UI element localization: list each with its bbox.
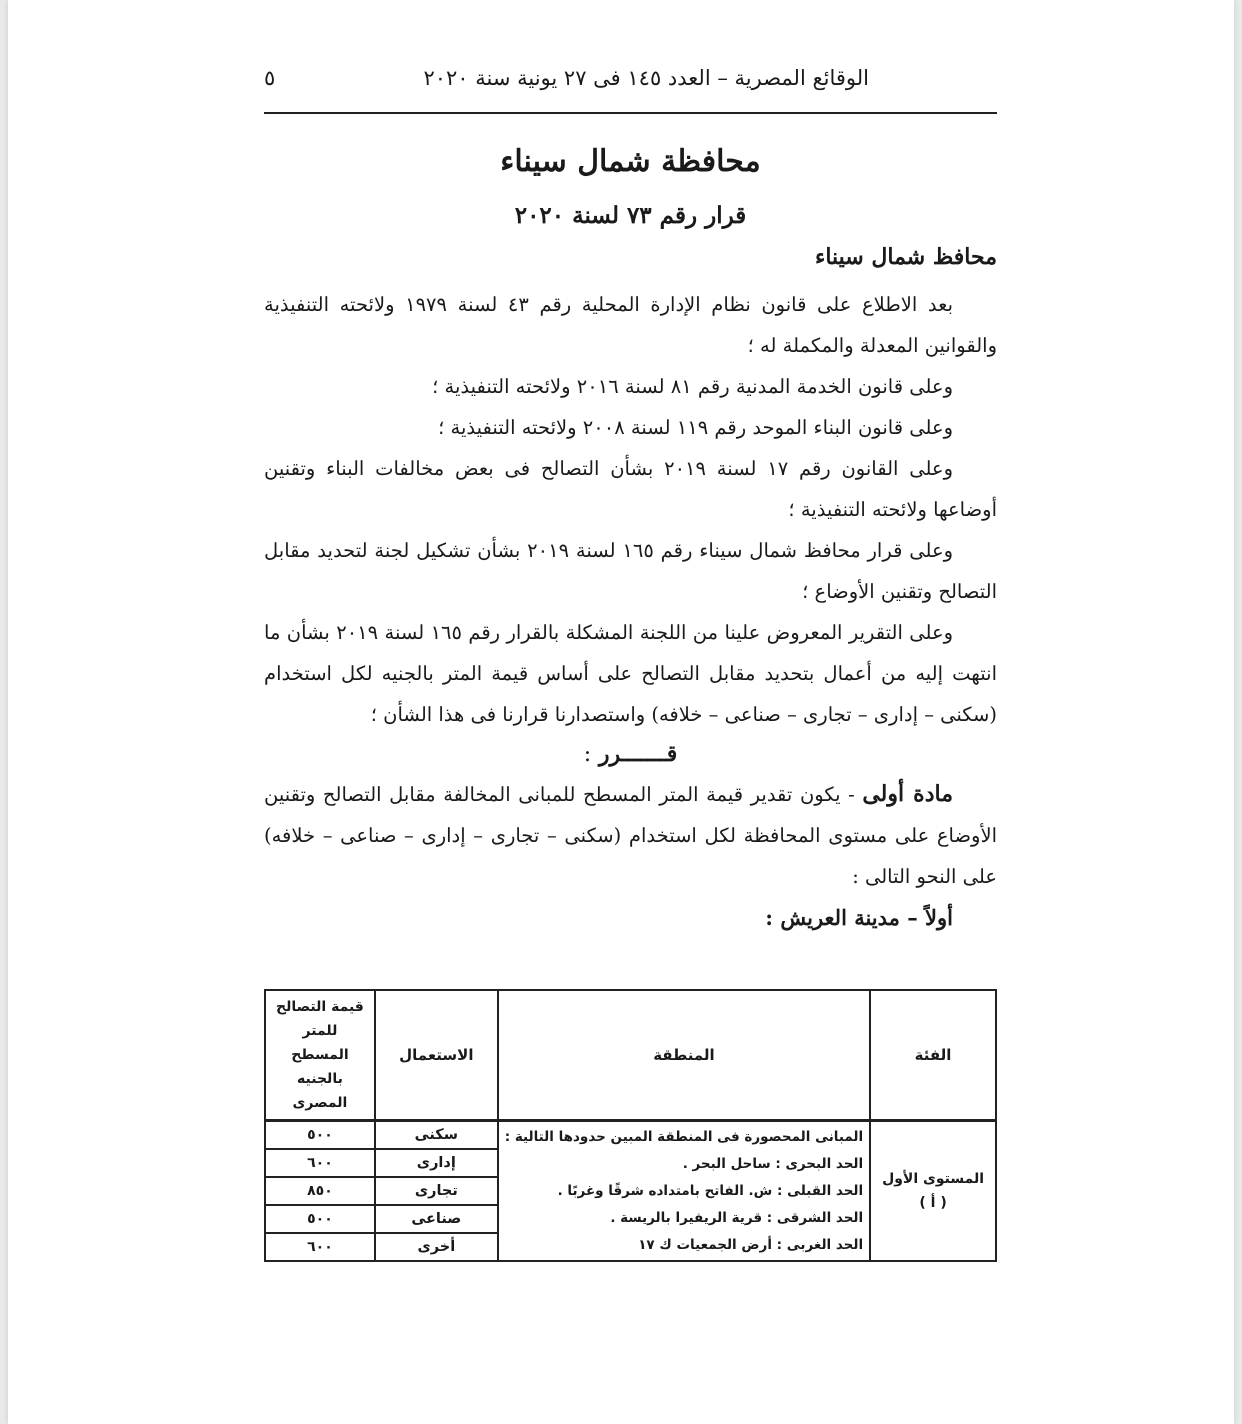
- price-cell: ٦٠٠: [265, 1149, 375, 1177]
- running-header: [264, 62, 997, 102]
- area-line: الحد القبلى : ش. الفاتح بامتداده شرقًا وغربًا .: [557, 1182, 864, 1199]
- section-heading: أولاً – مدينة العريش :: [765, 905, 953, 930]
- header-area: المنطقة: [498, 990, 870, 1121]
- area-cell: [498, 1121, 870, 1262]
- price-cell: ٨٥٠: [265, 1177, 375, 1205]
- usage-cell: إدارى: [375, 1149, 498, 1177]
- preamble-paragraph: وعلى قانون البناء الموحد رقم ١١٩ لسنة ٢٠٠٨ ولائحته التنفيذية ؛: [438, 416, 953, 439]
- area-line: الحد الغربى : أرض الجمعيات ك ١٧: [638, 1236, 864, 1253]
- header-price: [265, 990, 375, 1121]
- preamble-paragraph: بعد الاطلاع على قانون نظام الإدارة المحلية رقم ٤٣ لسنة ١٩٧٩ ولائحته التنفيذية والقوانين المعدلة والمكملة له ؛: [264, 293, 997, 357]
- issuer-heading: محافظ شمال سيناء: [814, 244, 997, 270]
- category-line: المستوى الأول: [882, 1171, 985, 1187]
- article-one: [264, 774, 997, 897]
- article-one-text: - يكون تقدير قيمة المتر المسطح للمبانى المخالفة مقابل التصالح وتقنين الأوضاع على مستوى المحافظة لكل استخدام (سكنى – تجارى – إدارى – صناعى – خلافه) على النحو التالى :: [264, 783, 997, 888]
- preamble-paragraph: وعلى قانون الخدمة المدنية رقم ٨١ لسنة ٢٠١٦ ولائحته التنفيذية ؛: [432, 375, 953, 398]
- article-one-label: مادة أولى: [862, 781, 953, 807]
- document-page: [8, 0, 1234, 1424]
- decided-heading: [264, 735, 997, 774]
- usage-cell: سكنى: [375, 1121, 498, 1150]
- page-number: ٥: [264, 66, 276, 90]
- header-price-line: قيمة التصالح: [276, 999, 364, 1015]
- area-line: الحد البحرى : ساحل البحر .: [682, 1155, 864, 1172]
- usage-cell: أخرى: [375, 1233, 498, 1261]
- price-cell: ٦٠٠: [265, 1233, 375, 1261]
- decree-body: [264, 284, 997, 938]
- usage-cell: تجارى: [375, 1177, 498, 1205]
- price-cell: ٥٠٠: [265, 1205, 375, 1233]
- price-cell: ٥٠٠: [265, 1121, 375, 1150]
- preamble-paragraph: وعلى قرار محافظ شمال سيناء رقم ١٦٥ لسنة ٢٠١٩ بشأن تشكيل لجنة لتحديد مقابل التصالح وتقنين الأوضاع ؛: [264, 539, 997, 603]
- area-line: المبانى المحصورة فى المنطقة المبين حدودها التالية :: [504, 1128, 864, 1145]
- decided-word: قـــــــرر: [598, 741, 678, 767]
- decided-colon: :: [583, 742, 592, 767]
- area-line: الحد الشرقى : قرية الريفيرا بالريسة .: [610, 1209, 864, 1226]
- usage-cell: صناعى: [375, 1205, 498, 1233]
- table-header-row: [265, 990, 996, 1121]
- category-cell: [870, 1121, 996, 1262]
- running-title: الوقائع المصرية – العدد ١٤٥ فى ٢٧ يونية سنة ٢٠٢٠: [423, 66, 869, 90]
- decree-number: قرار رقم ٧٣ لسنة ٢٠٢٠: [514, 202, 747, 229]
- header-usage: الاستعمال: [375, 990, 498, 1121]
- preamble-paragraph: وعلى التقرير المعروض علينا من اللجنة المشكلة بالقرار رقم ١٦٥ لسنة ٢٠١٩ بشأن ما انتهت إليه من أعمال بتحديد مقابل التصالح على أساس قيمة المتر بالجنيه لكل استخدام (سكنى – إدارى – تجارى – صناعى – خلافه) واستصدارنا قرارنا فى هذا الشأن ؛: [264, 621, 997, 726]
- table-row: [265, 1121, 996, 1150]
- header-price-line: للمتر المسطح: [291, 1023, 349, 1063]
- category-line: ( أ ): [919, 1195, 947, 1211]
- header-price-line: بالجنيه المصرى: [292, 1071, 348, 1111]
- header-category: الفئة: [870, 990, 996, 1121]
- reconciliation-price-table: [264, 989, 997, 1262]
- page-title: محافظة شمال سيناء: [500, 144, 761, 179]
- preamble-paragraph: وعلى القانون رقم ١٧ لسنة ٢٠١٩ بشأن التصالح فى بعض مخالفات البناء وتقنين أوضاعها ولائحته التنفيذية ؛: [264, 457, 997, 521]
- header-divider: [264, 112, 997, 114]
